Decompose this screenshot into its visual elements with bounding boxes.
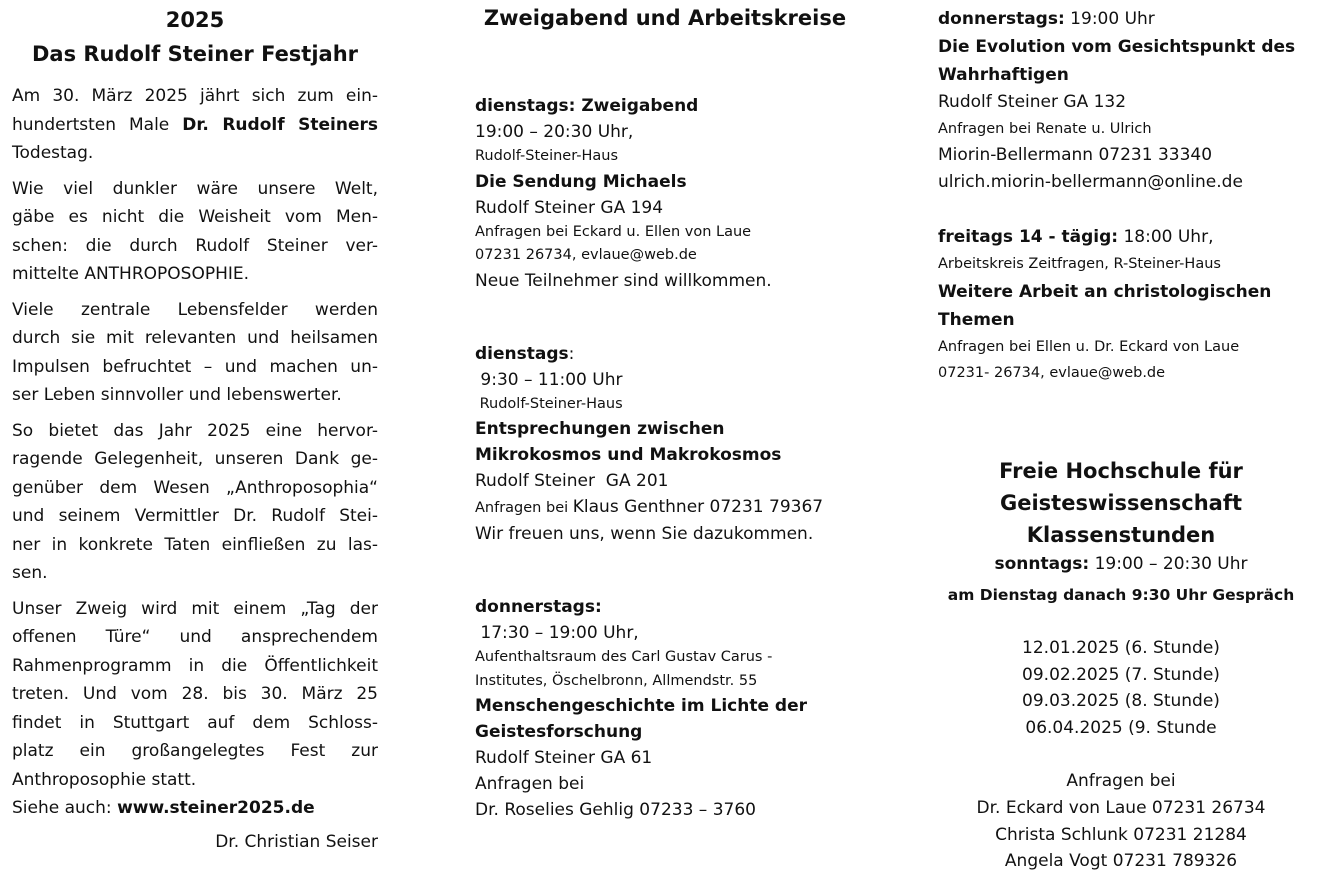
- text: 18:00 Uhr,: [1118, 226, 1214, 247]
- text-line: Viele zentrale Lebensfelder werden: [12, 299, 378, 320]
- text: 19:00 – 20:30 Uhr: [1089, 554, 1248, 575]
- text-line: donnerstags:: [475, 597, 602, 617]
- column-festjahr: [12, 0, 378, 856]
- text-line: ser Leben sinnvoller und lebenswerter.: [12, 385, 342, 405]
- text: hundertsten Male: [12, 114, 183, 135]
- zweigabend-title: [470, 0, 860, 31]
- text-line: [938, 224, 1308, 251]
- text-line: gäbe es nicht die Weisheit vom Men-: [12, 207, 378, 227]
- text-line: [475, 341, 855, 367]
- paragraph-todestag: [12, 82, 378, 168]
- text-line: Dr. Roselies Gehlig 07233 – 3760: [475, 800, 756, 820]
- freie-hochschule-klassenstunden: [938, 455, 1304, 875]
- text-line: Zweigabend und Arbeitskreise: [483, 6, 847, 30]
- text-line: Rudolf Steiner GA 61: [475, 748, 653, 768]
- signature: [12, 828, 378, 857]
- text-line: Menschengeschichte im Lichte der: [475, 696, 808, 716]
- text-line: Anfragen bei Ellen u. Dr. Eckard von Laue: [938, 338, 1240, 355]
- text-line: Rudolf Steiner GA 132: [938, 91, 1127, 112]
- text-line: Anfragen bei Renate u. Ulrich: [938, 120, 1152, 137]
- bold-text: www.steiner2025.de: [117, 798, 315, 818]
- text-line: Todestag.: [12, 143, 94, 163]
- text-line: Anfragen bei: [475, 774, 585, 794]
- text-line: Aufenthaltsraum des Carl Gustav Carus -: [475, 649, 773, 665]
- text-line: 12.01.2025 (6. Stunde): [1022, 637, 1220, 658]
- text-line: Geisteswissenschaft: [1000, 491, 1242, 516]
- text-line: [938, 6, 1308, 33]
- text-line: 07231- 26734, evlaue@web.de: [938, 365, 1166, 382]
- text-line: [12, 794, 378, 823]
- text-line: Wie viel dunkler wäre unsere Welt,: [12, 178, 378, 199]
- text-line: Angela Vogt 07231 789326: [1004, 851, 1238, 872]
- text-line: 06.04.2025 (9. Stunde: [1025, 718, 1217, 739]
- text-line: Weitere Arbeit an christologischen: [938, 281, 1272, 302]
- text-line: schen: die durch Rudolf Steiner ver-: [12, 235, 378, 256]
- text-line: am Dienstag danach 9:30 Uhr Gespräch: [947, 585, 1295, 604]
- text-line: ner in konkrete Taten einfließen zu las-: [12, 534, 378, 555]
- text-line: Mikrokosmos und Makrokosmos: [475, 445, 782, 465]
- paragraph-tag-der-offenen-tuere: [12, 595, 378, 823]
- text-line: Neue Teilnehmer sind willkommen.: [475, 270, 772, 291]
- text-line: und seinem Vermittler Dr. Rudolf Stei-: [12, 506, 378, 526]
- text-line: [938, 551, 1304, 578]
- column-klassenstunden: [938, 0, 1308, 875]
- column-zweigabend: [475, 0, 855, 823]
- text-line: dienstags: Zweigabend: [475, 96, 699, 116]
- text-line: [475, 494, 855, 521]
- text-line: Miorin-Bellermann 07231 33340: [938, 145, 1213, 166]
- text-line: Das Rudolf Steiner Festjahr: [31, 42, 359, 66]
- text-line: Entsprechungen zwischen: [475, 419, 725, 439]
- text-line: ulrich.miorin-bellermann@online.de: [938, 172, 1243, 193]
- text-line: Am 30. März 2025 jährt sich zum ein-: [12, 86, 378, 106]
- text-line: Geistesforschung: [475, 722, 643, 742]
- text-line: 07231 26734, evlaue@web.de: [475, 247, 697, 263]
- text: Klaus Genthner 07231 79367: [572, 497, 824, 517]
- text-line: treten. Und vom 28. bis 30. März 25: [12, 684, 378, 704]
- bold-text: donnerstags:: [938, 9, 1065, 29]
- paragraph-dank: [12, 417, 378, 588]
- event-dienstags-vormittag: [475, 341, 855, 548]
- text-line: durch sie mit relevanten und heilsamen: [12, 328, 378, 348]
- text-line: Rahmenprogramm in die Öffentlichkeit: [12, 655, 378, 676]
- bold-text: sonntags:: [994, 554, 1090, 575]
- paragraph-lebensfelder: [12, 296, 378, 410]
- text-line: Unser Zweig wird mit einem „Tag der: [12, 598, 378, 619]
- text-line: 2025: [165, 8, 225, 32]
- text-line: mittelte ANTHROPOSOPHIE.: [12, 264, 250, 284]
- text-line: Christa Schlunk 07231 21284: [995, 824, 1247, 845]
- text-line: Wahrhaftigen: [938, 64, 1069, 85]
- paragraph-welt: [12, 175, 378, 289]
- bold-text: freitags 14 - tägig:: [938, 226, 1119, 247]
- text-line: 09.03.2025 (8. Stunde): [1022, 691, 1220, 712]
- text: 19:00 Uhr: [1064, 9, 1155, 29]
- text-line: Anfragen bei Eckard u. Ellen von Laue: [475, 223, 752, 240]
- text-line: Impulsen befruchtet – und machen un-: [12, 356, 378, 377]
- text-line: [12, 111, 378, 140]
- text-line: platz ein großangelegtes Fest zur: [12, 741, 378, 761]
- text: Anfragen bei: [475, 500, 573, 516]
- text-line: Institutes, Öschelbronn, Allmendstr. 55: [475, 672, 758, 689]
- text-line: offenen Türe“ und ansprechendem: [12, 627, 378, 647]
- text-line: Freie Hochschule für: [999, 459, 1243, 484]
- text-line: sen.: [12, 563, 48, 583]
- text-line: Themen: [938, 309, 1015, 330]
- event-dienstags-zweigabend: [475, 93, 855, 294]
- event-freitags-zeitfragen: [938, 224, 1308, 387]
- text-line: genüber dem Wesen „Anthroposophia“: [12, 477, 378, 498]
- text-line: Wir freuen uns, wenn Sie dazukommen.: [475, 524, 814, 544]
- event-donnerstags-evolution: [938, 0, 1308, 196]
- text-line: Anthroposophie statt.: [12, 769, 197, 790]
- text-line: Klassenstunden: [1026, 523, 1216, 548]
- text-line: Anfragen bei: [1066, 770, 1176, 791]
- text-line: 19:00 – 20:30 Uhr,: [475, 122, 634, 142]
- text-line: Dr. Eckard von Laue 07231 26734: [976, 797, 1266, 818]
- text-line: Rudolf Steiner GA 201: [475, 471, 669, 491]
- text-line: Dr. Christian Seiser: [215, 831, 378, 852]
- text-line: 09.02.2025 (7. Stunde): [1022, 664, 1220, 685]
- text-line: Arbeitskreis Zeitfragen, R-Steiner-Haus: [938, 255, 1221, 272]
- text-line: Rudolf-Steiner-Haus: [475, 148, 619, 164]
- text: Siehe auch:: [12, 798, 118, 818]
- text-line: 9:30 – 11:00 Uhr: [475, 369, 623, 390]
- bold-text: Dr. Rudolf Steiners: [182, 114, 378, 135]
- text-line: findet in Stuttgart auf dem Schloss-: [12, 712, 378, 733]
- text-line: Die Sendung Michaels: [475, 171, 687, 192]
- text: :: [568, 343, 575, 364]
- text-line: Die Evolution vom Gesichtspunkt des: [938, 36, 1296, 57]
- text-line: So bietet das Jahr 2025 eine hervor-: [12, 420, 378, 441]
- festjahr-title: [12, 0, 378, 71]
- text-line: Rudolf-Steiner-Haus: [475, 395, 623, 412]
- event-donnerstags-carus: [475, 594, 855, 823]
- text-line: Rudolf Steiner GA 194: [475, 197, 664, 218]
- text-line: 17:30 – 19:00 Uhr,: [475, 623, 639, 643]
- text-line: ragende Gelegenheit, unseren Dank ge-: [12, 449, 378, 469]
- bold-text: dienstags: [475, 343, 569, 364]
